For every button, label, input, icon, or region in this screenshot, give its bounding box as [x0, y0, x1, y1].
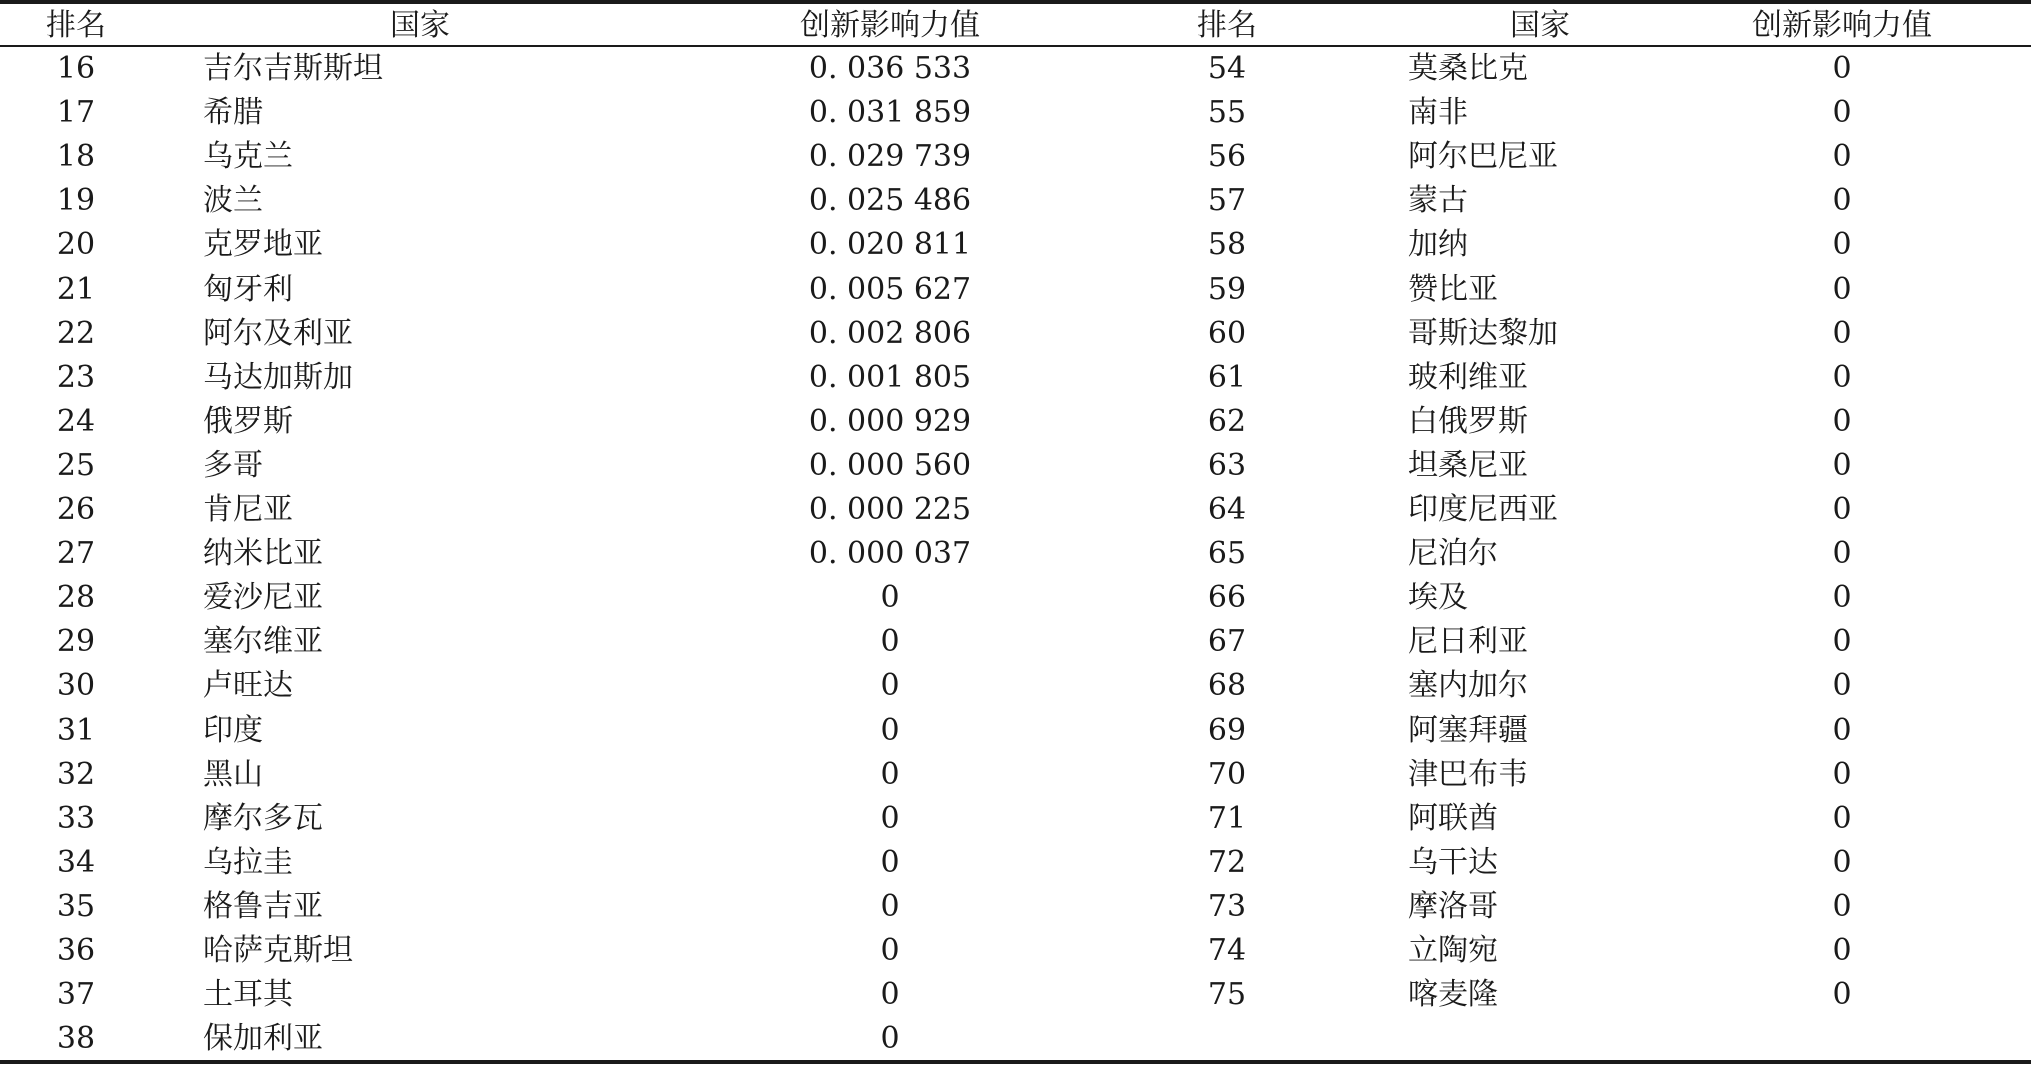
- table-row: [0, 312, 2031, 356]
- value-cell: 0: [1832, 580, 1852, 616]
- country-cell: 纳米比亚: [203, 536, 323, 572]
- rank-cell: 18: [56, 139, 96, 175]
- value-cell: 0. 005 627: [808, 271, 972, 307]
- country-cell: 南非: [1408, 95, 1468, 131]
- rank-cell: 75: [1207, 977, 1247, 1013]
- value-cell: 0. 020 811: [808, 227, 972, 263]
- rank-cell: 73: [1207, 888, 1247, 924]
- country-cell: 尼泊尔: [1408, 536, 1498, 572]
- rank-cell: 55: [1207, 95, 1247, 131]
- table-row: [0, 841, 2031, 885]
- rank-cell: 37: [56, 977, 96, 1013]
- table-row: [0, 356, 2031, 400]
- country-cell: 爱沙尼亚: [203, 580, 323, 616]
- table-row: [0, 91, 2031, 135]
- rank-cell: 69: [1207, 712, 1247, 748]
- country-cell: 土耳其: [203, 977, 293, 1013]
- rank-cell: 22: [56, 315, 96, 351]
- value-cell: 0: [1832, 800, 1852, 836]
- value-cell: 0. 029 739: [808, 139, 972, 175]
- rank-cell: 58: [1207, 227, 1247, 263]
- table-row: [0, 268, 2031, 312]
- country-cell: 摩洛哥: [1408, 888, 1498, 924]
- rank-cell: 68: [1207, 668, 1247, 704]
- rank-cell: 25: [56, 447, 96, 483]
- value-cell: 0: [1832, 624, 1852, 660]
- rank-cell: 74: [1207, 933, 1247, 968]
- table-row: [0, 179, 2031, 223]
- value-cell: 0: [880, 800, 900, 836]
- rank-cell: 63: [1207, 447, 1247, 483]
- rank-cell: 56: [1207, 139, 1247, 175]
- value-cell: 0. 031 859: [808, 95, 972, 131]
- value-cell: 0: [1832, 844, 1852, 880]
- country-cell: 哥斯达黎加: [1408, 315, 1558, 351]
- table-row: [0, 620, 2031, 664]
- rank-cell: 64: [1207, 492, 1247, 527]
- rank-cell: 32: [56, 756, 96, 792]
- country-cell: 加纳: [1408, 227, 1468, 263]
- table-row: [0, 576, 2031, 620]
- value-cell: 0. 000 560: [808, 447, 972, 483]
- country-cell: 波兰: [203, 183, 263, 219]
- country-cell: 摩尔多瓦: [203, 800, 323, 836]
- country-cell: 塞尔维亚: [203, 624, 323, 660]
- table-row: [0, 709, 2031, 753]
- country-cell: 阿尔及利亚: [203, 315, 353, 351]
- value-cell: 0. 002 806: [808, 315, 972, 351]
- country-cell: 哈萨克斯坦: [203, 933, 353, 968]
- rank-cell: 66: [1207, 580, 1247, 616]
- rank-cell: 62: [1207, 403, 1247, 439]
- table-header-row: [0, 4, 2031, 45]
- table-row: [0, 1017, 2031, 1061]
- value-cell: 0: [1832, 315, 1852, 351]
- value-cell: 0: [880, 756, 900, 792]
- header-country-right: 国家: [1510, 8, 1570, 43]
- country-cell: 匈牙利: [203, 271, 293, 307]
- value-cell: 0. 025 486: [808, 183, 972, 219]
- value-cell: 0: [880, 888, 900, 924]
- value-cell: 0: [880, 668, 900, 704]
- value-cell: 0. 000 225: [808, 492, 972, 527]
- country-cell: 黑山: [203, 756, 263, 792]
- value-cell: 0: [880, 844, 900, 880]
- table-bottom-rule: [0, 1060, 2031, 1064]
- country-cell: 坦桑尼亚: [1408, 447, 1528, 483]
- value-cell: 0: [1832, 95, 1852, 131]
- value-cell: 0: [1832, 447, 1852, 483]
- table-row: [0, 488, 2031, 532]
- value-cell: 0: [1832, 668, 1852, 704]
- value-cell: 0: [1832, 139, 1852, 175]
- rank-cell: 67: [1207, 624, 1247, 660]
- value-cell: 0. 001 805: [808, 359, 972, 395]
- value-cell: 0: [1832, 977, 1852, 1013]
- table-row: [0, 753, 2031, 797]
- country-cell: 喀麦隆: [1408, 977, 1498, 1013]
- table-row: [0, 664, 2031, 708]
- rank-cell: 17: [56, 95, 96, 131]
- table-row: [0, 444, 2031, 488]
- country-cell: 津巴布韦: [1408, 756, 1528, 792]
- value-cell: 0. 000 037: [808, 536, 972, 572]
- value-cell: 0: [1832, 271, 1852, 307]
- rank-cell: 20: [56, 227, 96, 263]
- country-cell: 印度: [203, 712, 263, 748]
- country-cell: 格鲁吉亚: [203, 888, 323, 924]
- rank-cell: 27: [56, 536, 96, 572]
- value-cell: 0: [1832, 51, 1852, 86]
- table-row: [0, 929, 2031, 973]
- header-rank-left: 排名: [46, 8, 106, 43]
- country-cell: 立陶宛: [1408, 933, 1498, 968]
- country-cell: 乌克兰: [203, 139, 293, 175]
- country-cell: 克罗地亚: [203, 227, 323, 263]
- country-cell: 塞内加尔: [1408, 668, 1528, 704]
- country-cell: 蒙古: [1408, 183, 1468, 219]
- header-rank-right: 排名: [1197, 8, 1257, 43]
- rank-cell: 33: [56, 800, 96, 836]
- rank-cell: 19: [56, 183, 96, 219]
- country-cell: 希腊: [203, 95, 263, 131]
- rank-cell: 61: [1207, 359, 1247, 395]
- country-cell: 玻利维亚: [1408, 359, 1528, 395]
- rank-cell: 21: [56, 271, 96, 307]
- rank-cell: 71: [1207, 800, 1247, 836]
- value-cell: 0: [1832, 933, 1852, 968]
- country-cell: 俄罗斯: [203, 403, 293, 439]
- value-cell: 0: [880, 933, 900, 968]
- rank-cell: 31: [56, 712, 96, 748]
- value-cell: 0: [880, 624, 900, 660]
- value-cell: 0: [1832, 183, 1852, 219]
- rank-cell: 65: [1207, 536, 1247, 572]
- value-cell: 0: [1832, 227, 1852, 263]
- country-cell: 卢旺达: [203, 668, 293, 704]
- table-row: [0, 400, 2031, 444]
- rank-cell: 35: [56, 888, 96, 924]
- country-cell: 印度尼西亚: [1408, 492, 1558, 527]
- country-cell: 乌干达: [1408, 844, 1498, 880]
- rank-cell: 60: [1207, 315, 1247, 351]
- country-cell: 阿尔巴尼亚: [1408, 139, 1558, 175]
- table-row: [0, 135, 2031, 179]
- table-row: [0, 973, 2031, 1017]
- rank-cell: 54: [1207, 51, 1247, 86]
- value-cell: 0: [1832, 359, 1852, 395]
- value-cell: 0: [880, 580, 900, 616]
- table-row: [0, 885, 2031, 929]
- value-cell: 0: [1832, 403, 1852, 439]
- rank-cell: 28: [56, 580, 96, 616]
- country-cell: 埃及: [1408, 580, 1468, 616]
- value-cell: 0: [1832, 712, 1852, 748]
- rank-cell: 16: [56, 51, 96, 86]
- value-cell: 0: [1832, 756, 1852, 792]
- value-cell: 0. 036 533: [808, 51, 972, 86]
- rank-cell: 23: [56, 359, 96, 395]
- value-cell: 0: [1832, 536, 1852, 572]
- table-row: [0, 47, 2031, 91]
- header-value-right: 创新影响力值: [1752, 8, 1932, 43]
- rank-cell: 36: [56, 933, 96, 968]
- country-cell: 多哥: [203, 447, 263, 483]
- rank-cell: 24: [56, 403, 96, 439]
- country-cell: 白俄罗斯: [1408, 403, 1528, 439]
- header-value-left: 创新影响力值: [800, 8, 980, 43]
- value-cell: 0: [880, 1021, 900, 1057]
- table-row: [0, 532, 2031, 576]
- table-row: [0, 223, 2031, 267]
- rank-cell: 30: [56, 668, 96, 704]
- value-cell: 0: [880, 977, 900, 1013]
- country-cell: 尼日利亚: [1408, 624, 1528, 660]
- value-cell: 0. 000 929: [808, 403, 972, 439]
- table-row: [0, 797, 2031, 841]
- country-cell: 阿联酋: [1408, 800, 1498, 836]
- rank-cell: 29: [56, 624, 96, 660]
- rank-cell: 34: [56, 844, 96, 880]
- country-cell: 赞比亚: [1408, 271, 1498, 307]
- value-cell: 0: [1832, 888, 1852, 924]
- value-cell: 0: [880, 712, 900, 748]
- country-cell: 阿塞拜疆: [1408, 712, 1528, 748]
- rank-cell: 26: [56, 492, 96, 527]
- rank-cell: 72: [1207, 844, 1247, 880]
- value-cell: 0: [1832, 492, 1852, 527]
- country-cell: 肯尼亚: [203, 492, 293, 527]
- country-cell: 保加利亚: [203, 1021, 323, 1057]
- country-cell: 吉尔吉斯斯坦: [203, 51, 383, 86]
- rank-cell: 59: [1207, 271, 1247, 307]
- rank-cell: 38: [56, 1021, 96, 1057]
- rank-cell: 57: [1207, 183, 1247, 219]
- country-cell: 莫桑比克: [1408, 51, 1528, 86]
- rank-cell: 70: [1207, 756, 1247, 792]
- country-cell: 乌拉圭: [203, 844, 293, 880]
- country-cell: 马达加斯加: [203, 359, 353, 395]
- header-country-left: 国家: [390, 8, 450, 43]
